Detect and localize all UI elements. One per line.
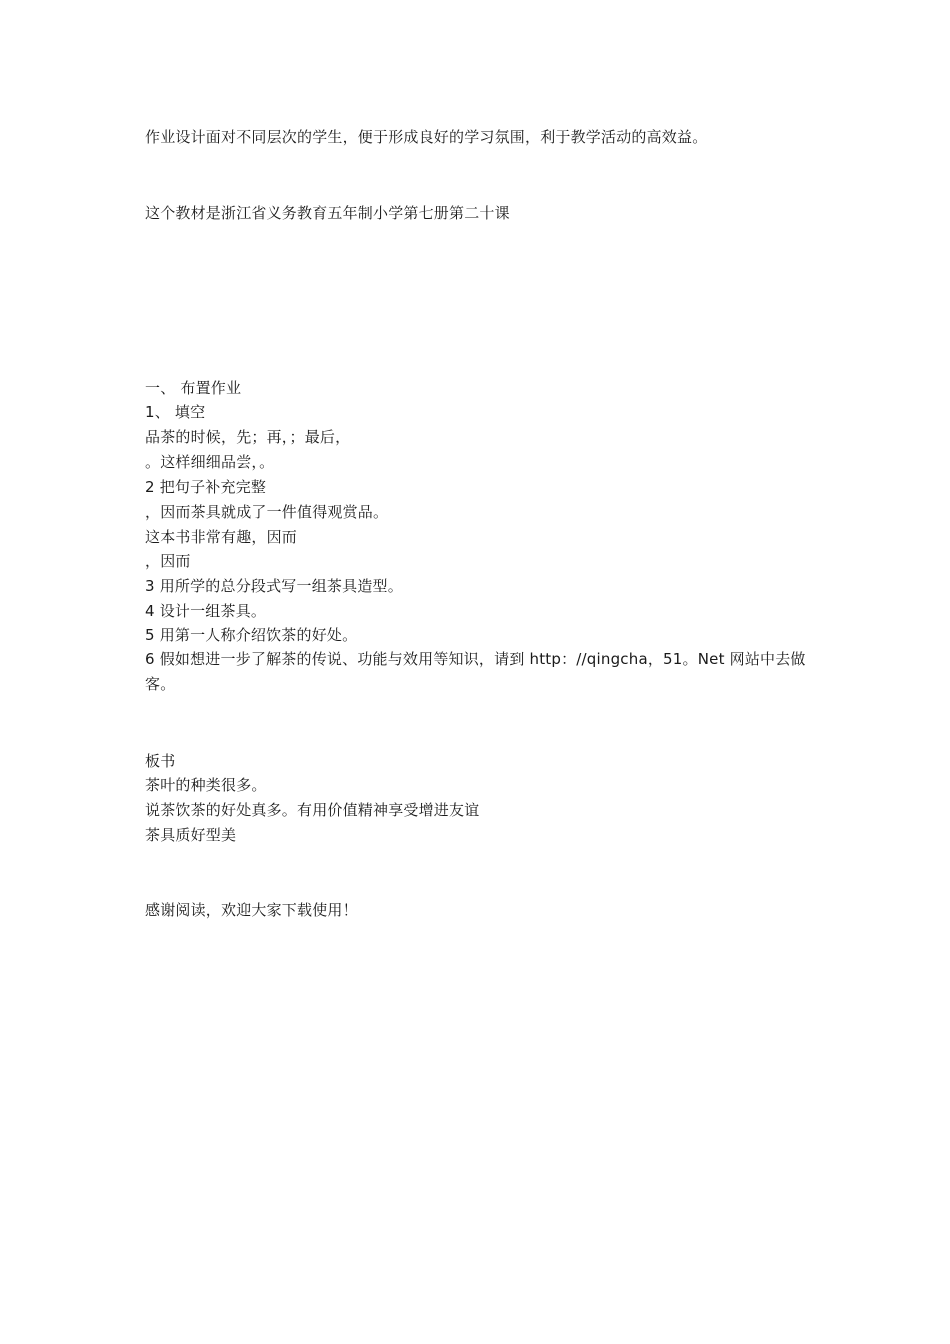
item2-line-3: ，因而: [145, 552, 191, 570]
intro-sentence-2: 这个教材是浙江省义务教育五年制小学第七册第二十课: [145, 204, 510, 222]
item1-heading: 1、 填空: [145, 403, 206, 421]
blackboard-line-3: 茶具质好型美: [145, 826, 237, 844]
item1-line-2: 。这样细细品尝，。: [145, 453, 275, 471]
intro-sentence-1: 作业设计面对不同层次的学生，便于形成良好的学习氛围，利于教学活动的高效益。: [145, 128, 708, 146]
item4: 4 设计一组茶具。: [145, 602, 267, 620]
item5: 5 用第一人称介绍饮茶的好处。: [145, 626, 358, 644]
blackboard-line-1: 茶叶的种类很多。: [145, 776, 267, 794]
blackboard-heading: 板书: [145, 752, 176, 770]
item2-line-1: ，因而茶具就成了一件值得观赏品。: [145, 503, 389, 521]
item1-line-1: 品茶的时候，先；再，；最后，: [145, 428, 351, 446]
item6: 6 假如想进一步了解茶的传说、功能与效用等知识，请到 http：//qingcha，51。Net 网站中去做客。: [145, 650, 806, 693]
item2-line-2: 这本书非常有趣，因而: [145, 528, 298, 546]
item3: 3 用所学的总分段式写一组茶具造型。: [145, 577, 403, 595]
blackboard-line-2: 说茶饮茶的好处真多。有用价值精神享受增进友谊: [145, 801, 480, 819]
assignment-heading: 一、 布置作业: [145, 379, 242, 397]
closing-text: 感谢阅读，欢迎大家下载使用！: [145, 901, 358, 919]
item2-heading: 2 把句子补充完整: [145, 478, 267, 496]
